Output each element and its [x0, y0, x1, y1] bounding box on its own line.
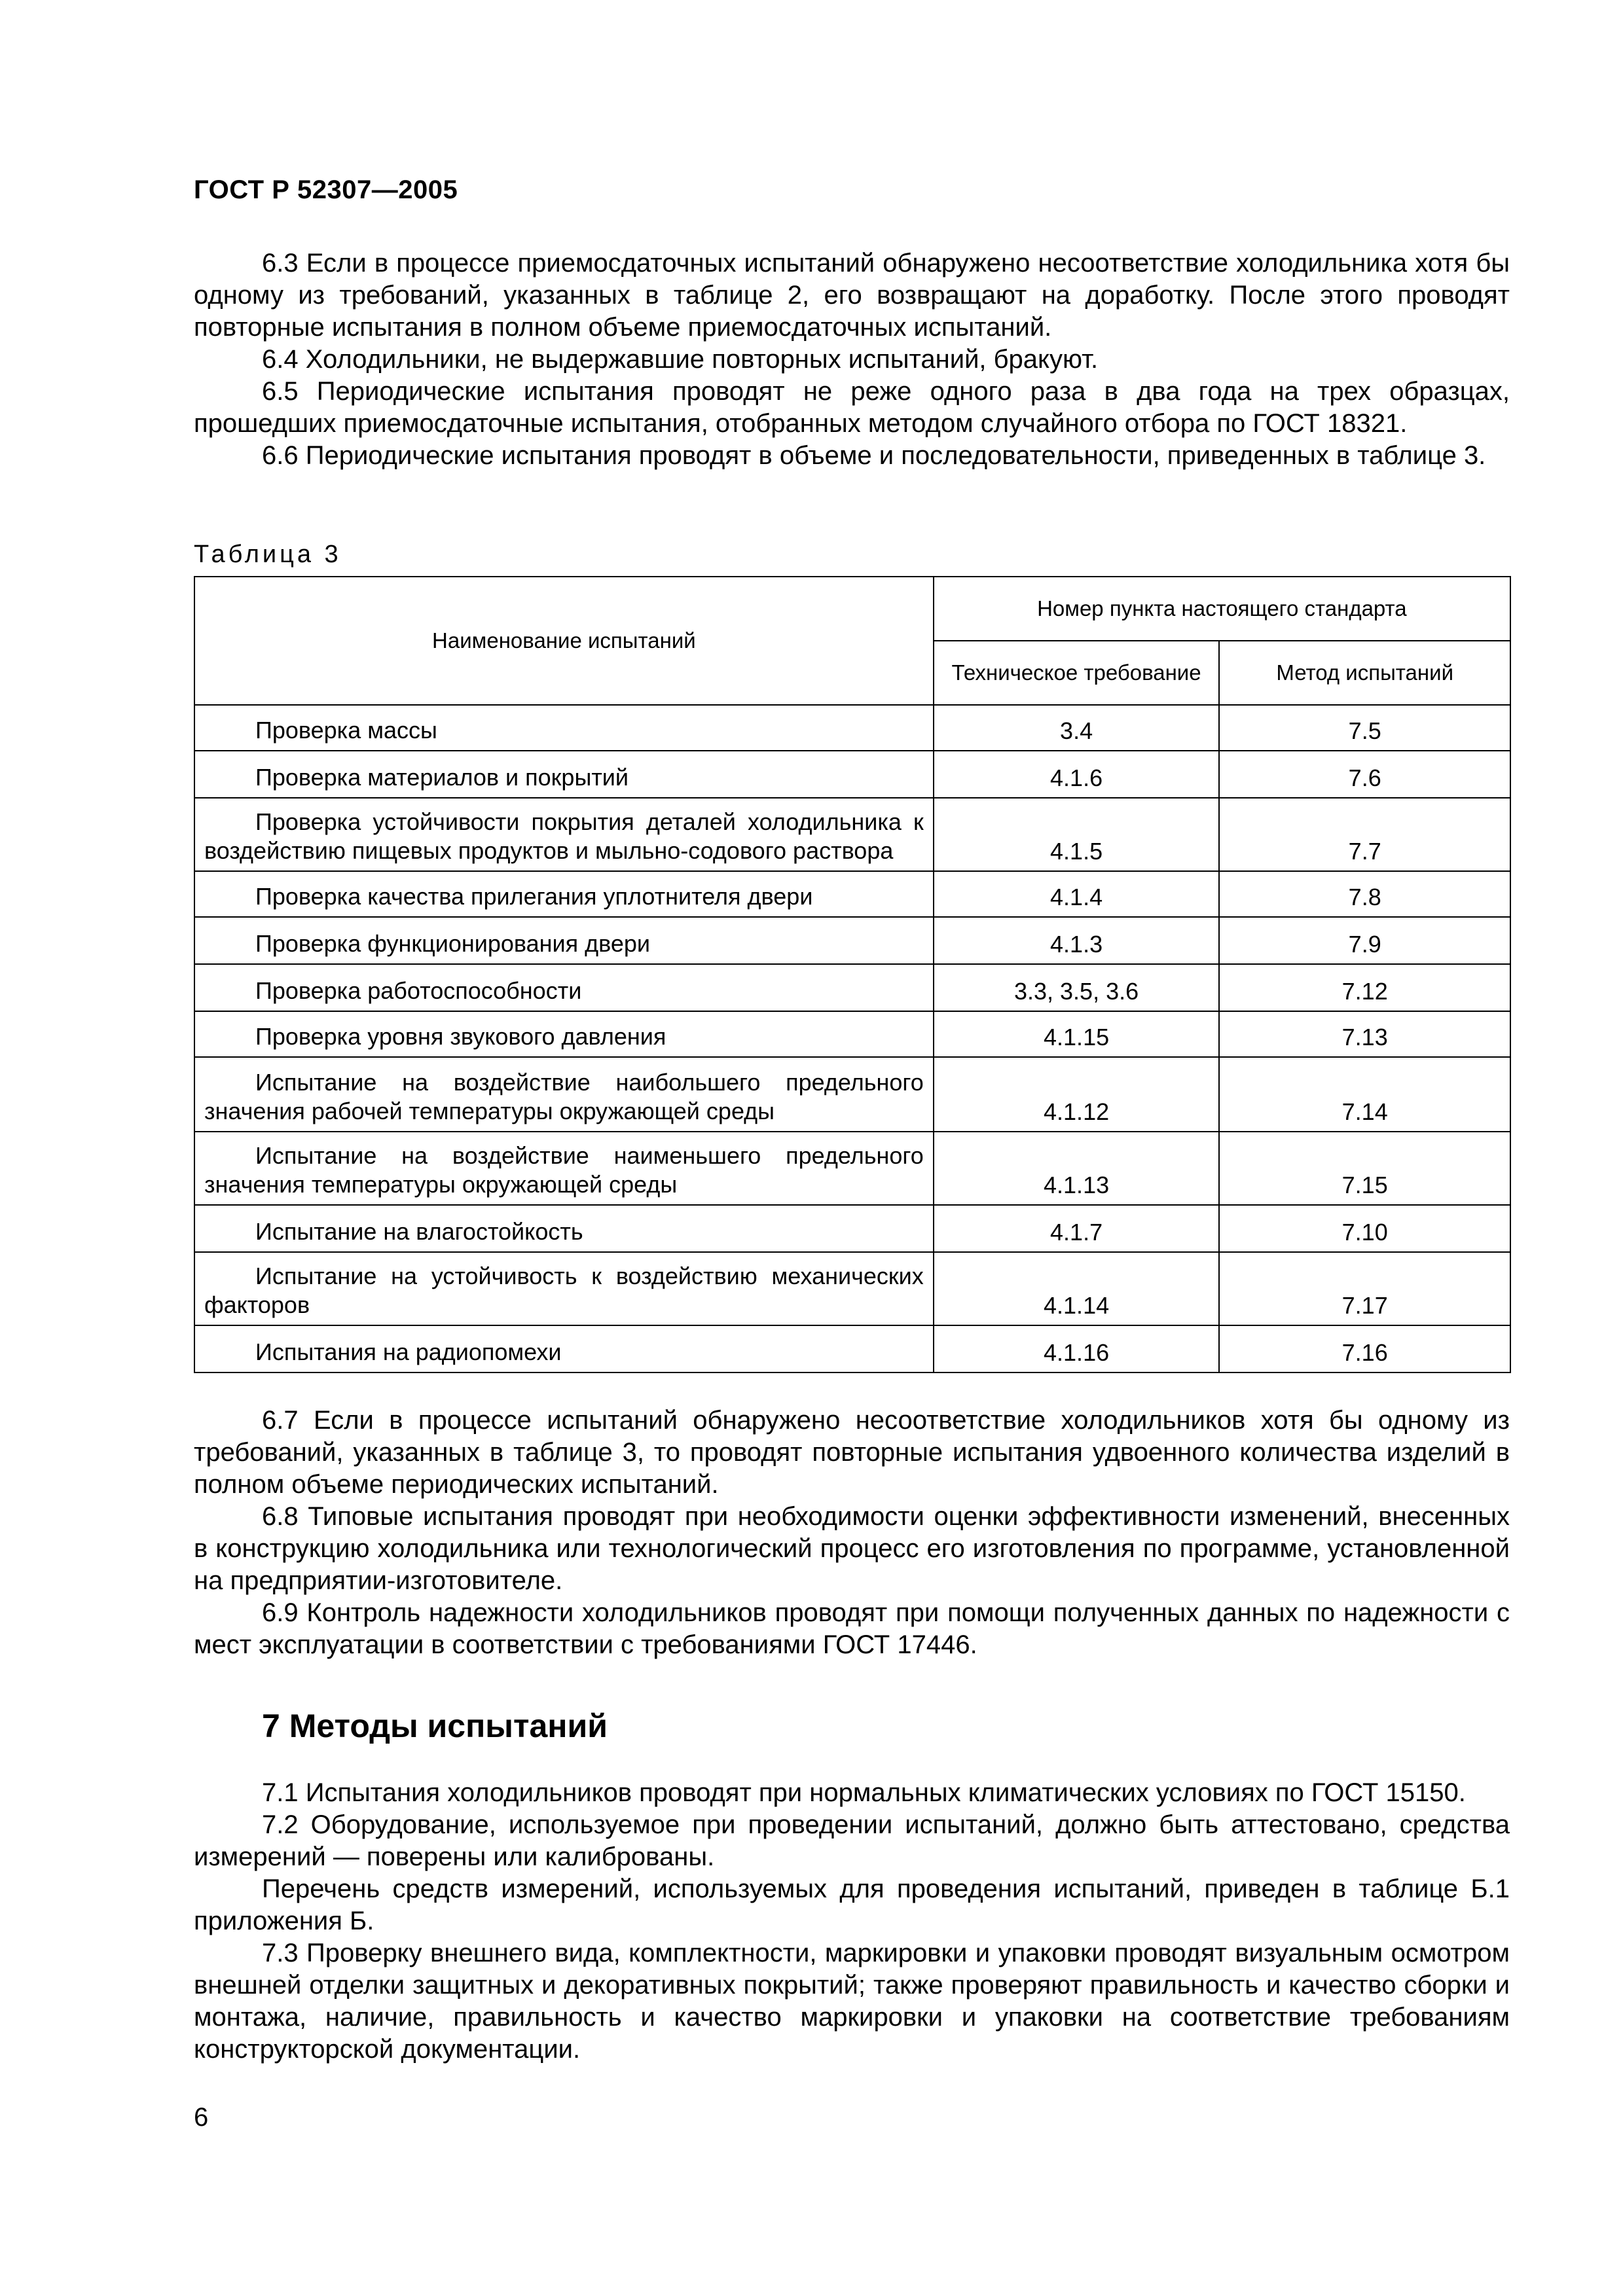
cell-test-method: 7.6: [1219, 751, 1510, 798]
cell-test-method: 7.16: [1219, 1325, 1510, 1372]
cell-test-name: Проверка работоспособности: [194, 964, 934, 1011]
section-title: 7 Методы испытаний: [262, 1708, 608, 1744]
cell-test-name: Проверка массы: [194, 705, 934, 751]
paragraph-7-3: 7.3 Проверку внешнего вида, комплектности, маркировки и упаковки проводят визуальным осмотром внешней отделки защитных и декоративных покрытий; также проверяют правильность и качество сборки и монтажа, наличие, правильность и качество маркировки и упаковки на соответствие требованиям конструкторской документации.: [194, 1939, 1510, 2064]
paragraph-7-1: 7.1 Испытания холодильников проводят при нормальных климатических условиях по ГОСТ 15150.: [262, 1778, 1466, 1807]
table-row: [194, 871, 1510, 917]
table-row: [194, 1132, 1510, 1205]
cell-test-method: 7.7: [1219, 798, 1510, 871]
cell-technical-requirement: 3.4: [934, 705, 1220, 751]
paragraph-6-9: 6.9 Контроль надежности холодильников проводят при помощи полученных данных по надежности с мест эксплуатации в соответствии с требованиями ГОСТ 17446.: [194, 1598, 1510, 1659]
cell-test-method: 7.10: [1219, 1205, 1510, 1252]
table-row: [194, 1325, 1510, 1372]
paragraph-6-4: 6.4 Холодильники, не выдержавшие повторных испытаний, бракуют.: [262, 345, 1099, 374]
paragraph-6-7: 6.7 Если в процессе испытаний обнаружено несоответствие холодильников хотя бы одному из требований, указанных в таблице 3, то проводят повторные испытания удвоенного количества изделий в полном объеме периодических испытаний.: [194, 1406, 1510, 1499]
paragraph-6-5: 6.5 Периодические испытания проводят не реже одного раза в два года на трех образцах, прошедших приемосдаточные испытания, отобранных методом случайного отбора по ГОСТ 18321.: [194, 377, 1510, 438]
header-technical-requirement: Техническое требование: [934, 641, 1220, 705]
table-row: [194, 1011, 1510, 1057]
paragraph-measurement-list: Перечень средств измерений, используемых для проведения испытаний, приведен в таблице Б.1 приложения Б.: [194, 1874, 1510, 1935]
cell-test-name: Испытание на воздействие наибольшего предельного значения рабочей температуры окружающей среды: [194, 1057, 934, 1132]
table-row: [194, 917, 1510, 964]
cell-test-method: 7.12: [1219, 964, 1510, 1011]
table-row: [194, 1252, 1510, 1325]
paragraph-6-3: 6.3 Если в процессе приемосдаточных испытаний обнаружено несоответствие холодильника хотя бы одному из требований, указанных в таблице 2, его возвращают на доработку. После этого проводят повторные испытания в полном объеме приемосдаточных испытаний.: [194, 249, 1510, 342]
paragraph-6-8: 6.8 Типовые испытания проводят при необходимости оценки эффективности изменений, внесенных в конструкцию холодильника или технологический процесс его изготовления по программе, установленной на предприятии-изготовителе.: [194, 1502, 1510, 1595]
cell-test-method: 7.9: [1219, 917, 1510, 964]
table-row: [194, 798, 1510, 871]
header-clause-number: Номер пункта настоящего стандарта: [934, 577, 1510, 641]
cell-technical-requirement: 4.1.5: [934, 798, 1220, 871]
paragraph-7-2: 7.2 Оборудование, используемое при проведении испытаний, должно быть аттестовано, средства измерений — поверены или калиброваны.: [194, 1810, 1510, 1871]
cell-technical-requirement: 4.1.4: [934, 871, 1220, 917]
paragraphs-mid: [194, 1405, 1510, 1661]
cell-technical-requirement: 4.1.16: [934, 1325, 1220, 1372]
document-header: ГОСТ Р 52307—2005: [194, 175, 458, 204]
cell-test-name: Испытание на устойчивость к воздействию механических факторов: [194, 1252, 934, 1325]
cell-test-name: Проверка функционирования двери: [194, 917, 934, 964]
cell-test-method: 7.13: [1219, 1011, 1510, 1057]
paragraph-6-6: 6.6 Периодические испытания проводят в объеме и последовательности, приведенных в таблице 3.: [262, 441, 1486, 470]
cell-test-method: 7.15: [1219, 1132, 1510, 1205]
cell-test-method: 7.8: [1219, 871, 1510, 917]
cell-technical-requirement: 4.1.12: [934, 1057, 1220, 1132]
table-row: [194, 705, 1510, 751]
cell-test-method: 7.5: [1219, 705, 1510, 751]
cell-technical-requirement: 3.3, 3.5, 3.6: [934, 964, 1220, 1011]
cell-test-name: Проверка устойчивости покрытия деталей холодильника к воздействию пищевых продуктов и мыльно-содового раствора: [194, 798, 934, 871]
table-row: [194, 1205, 1510, 1252]
cell-test-method: 7.14: [1219, 1057, 1510, 1132]
cell-test-name: Испытания на радиопомехи: [194, 1325, 934, 1372]
cell-technical-requirement: 4.1.3: [934, 917, 1220, 964]
paragraphs-bottom: [194, 1777, 1510, 2066]
cell-test-name: Испытание на воздействие наименьшего предельного значения температуры окружающей среды: [194, 1132, 934, 1205]
cell-technical-requirement: 4.1.13: [934, 1132, 1220, 1205]
table-row: [194, 964, 1510, 1011]
cell-technical-requirement: 4.1.6: [934, 751, 1220, 798]
cell-test-method: 7.17: [1219, 1252, 1510, 1325]
cell-test-name: Проверка материалов и покрытий: [194, 751, 934, 798]
header-test-name: Наименование испытаний: [194, 577, 934, 705]
table-caption: Таблица 3: [194, 541, 342, 568]
cell-technical-requirement: 4.1.15: [934, 1011, 1220, 1057]
table-row: [194, 1057, 1510, 1132]
cell-test-name: Испытание на влагостойкость: [194, 1205, 934, 1252]
header-test-method: Метод испытаний: [1219, 641, 1510, 705]
paragraphs-top: [194, 247, 1510, 472]
cell-technical-requirement: 4.1.7: [934, 1205, 1220, 1252]
table-3: [194, 576, 1511, 1373]
page-number: 6: [194, 2103, 209, 2132]
table-body: [194, 705, 1510, 1372]
table-row: [194, 751, 1510, 798]
cell-test-name: Проверка качества прилегания уплотнителя двери: [194, 871, 934, 917]
cell-test-name: Проверка уровня звукового давления: [194, 1011, 934, 1057]
cell-technical-requirement: 4.1.14: [934, 1252, 1220, 1325]
